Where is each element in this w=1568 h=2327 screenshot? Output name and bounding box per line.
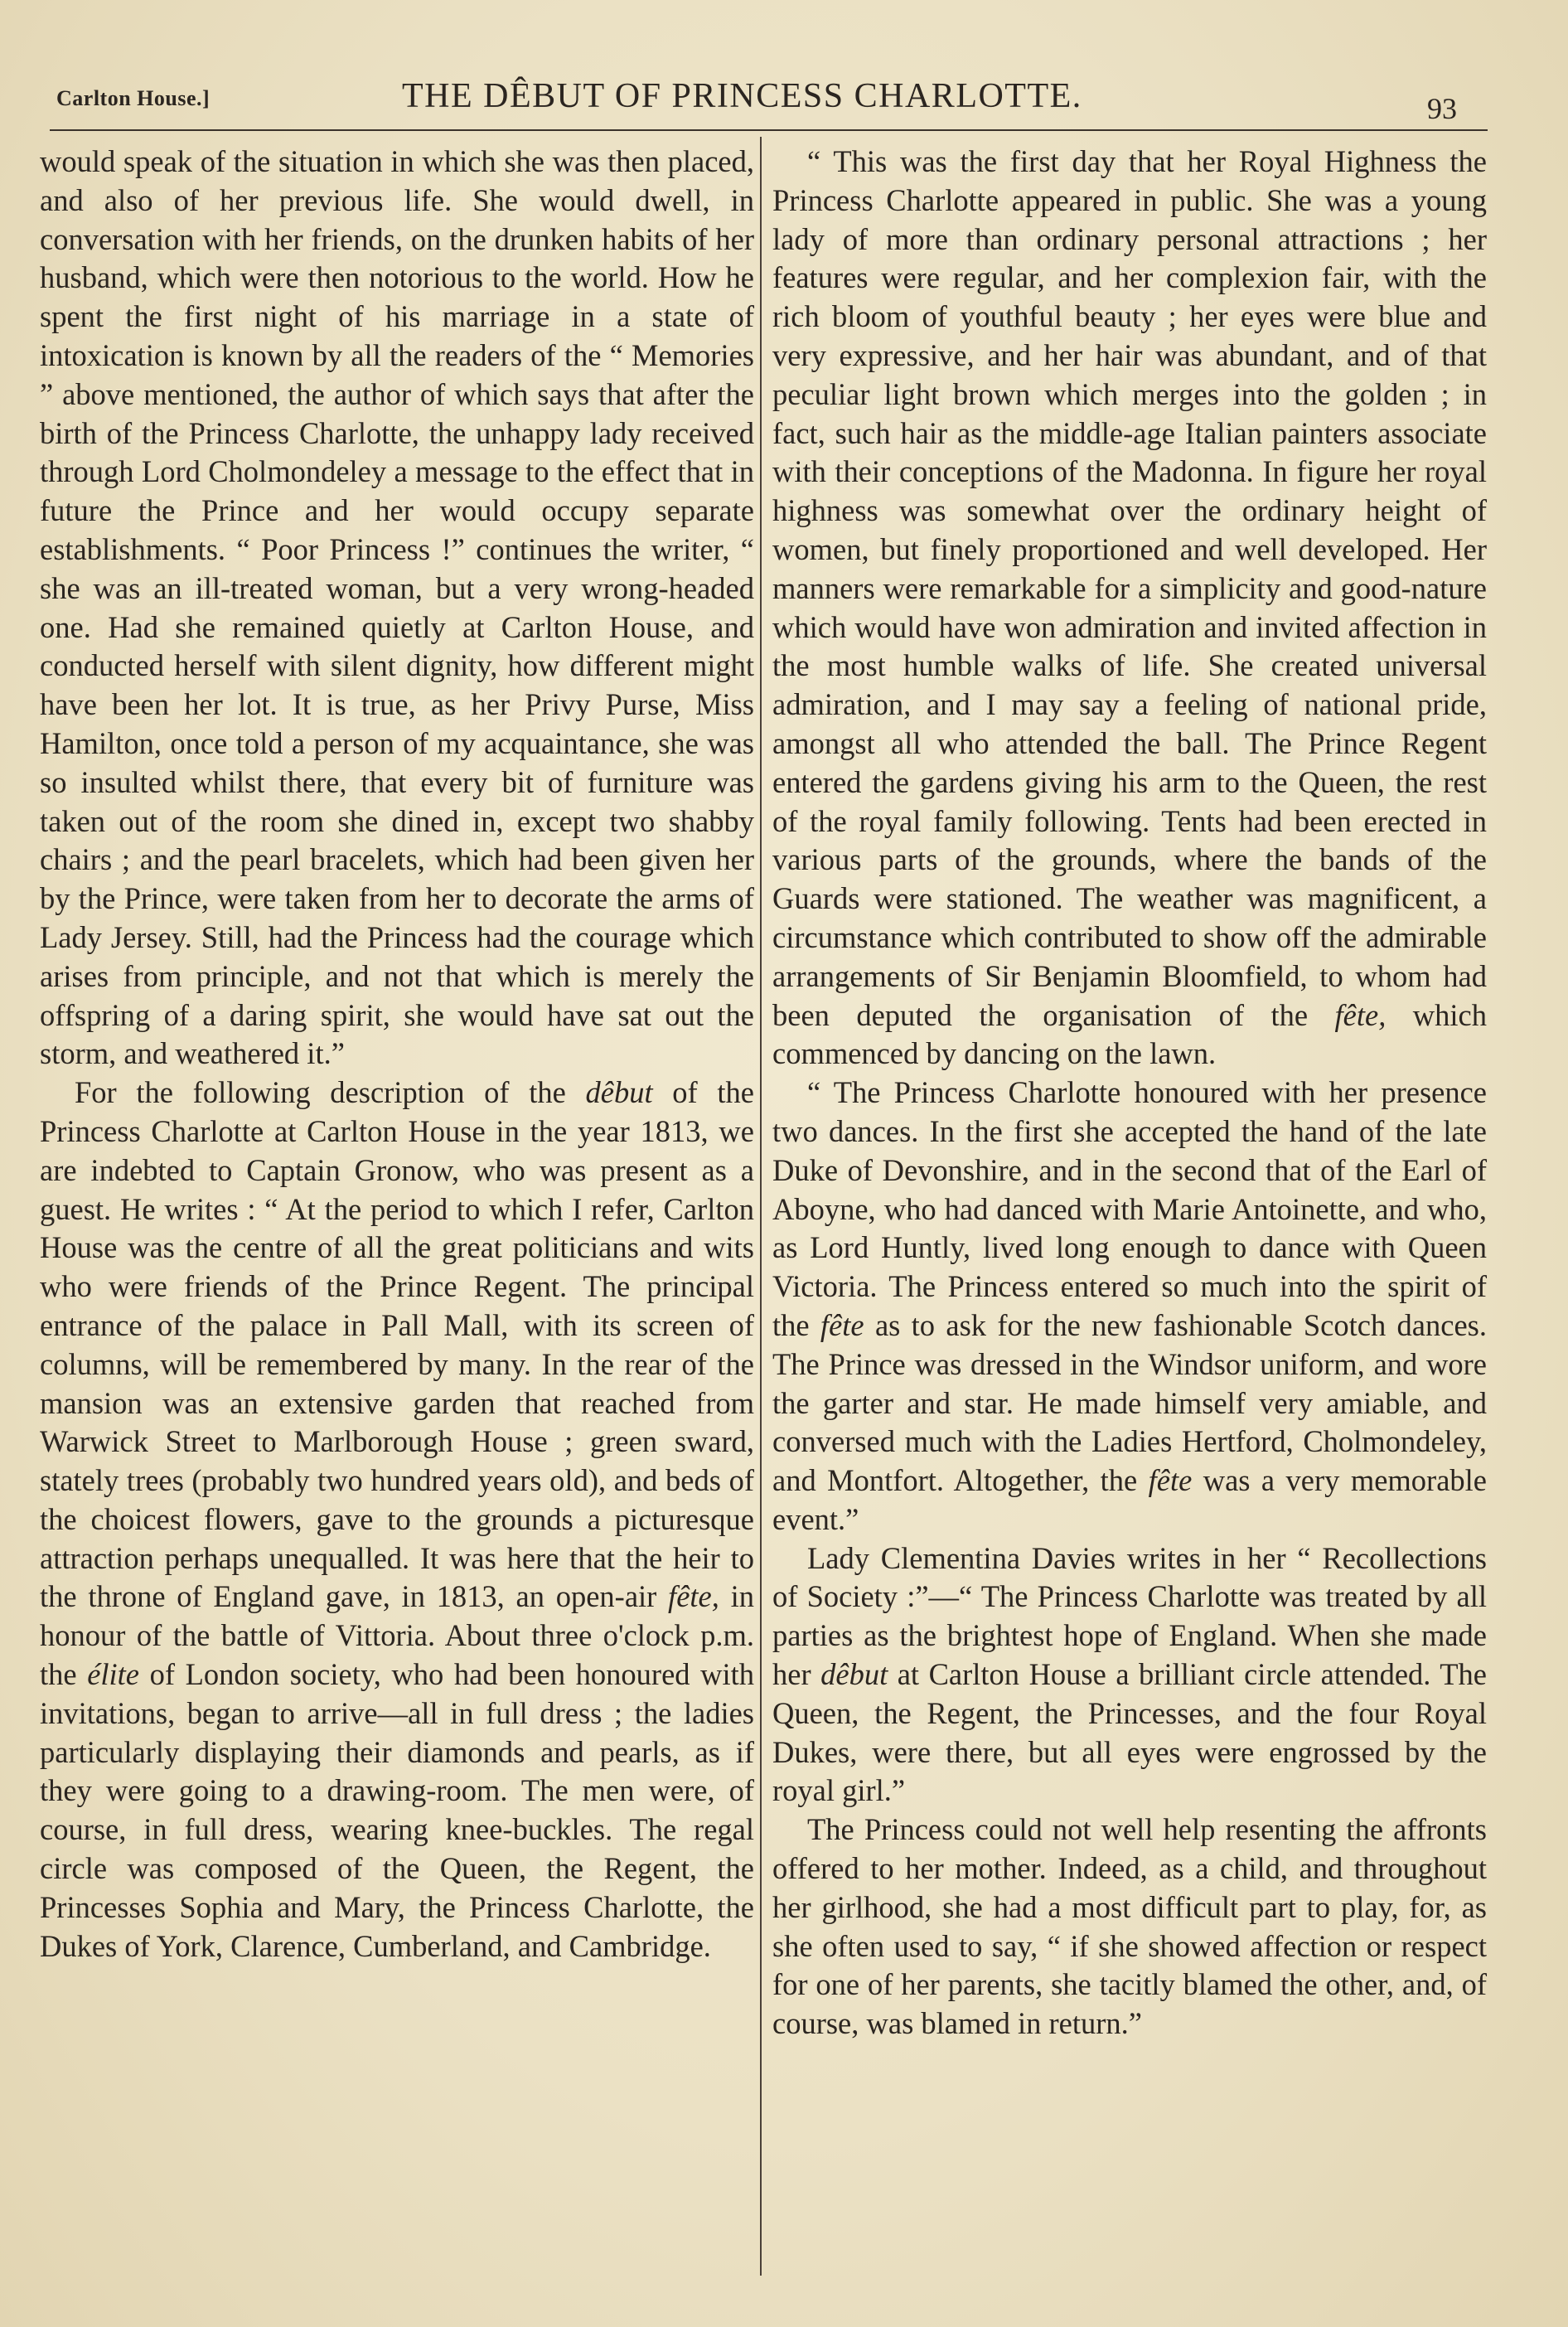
left-column (40, 143, 754, 1966)
italic-term: dêbut (585, 1075, 653, 1110)
paragraph (772, 1074, 1487, 1539)
italic-term: dêbut (820, 1657, 888, 1692)
paragraph-text: at Carlton House a brilliant circle attended. The Queen, the Regent, the Princesses, and the four Royal Dukes, were there, but all eyes were engrossed by the royal girl.” (772, 1657, 1488, 1808)
italic-term: fête, (1334, 997, 1387, 1032)
section-label: Carlton House.] (56, 86, 211, 110)
running-header (50, 76, 1517, 126)
paragraph-text: as to ask for the new fashionable Scotch dances. The Prince was dressed in the Windsor uniform, and wore the garter and star. He made himself very amiable, and conversed much with the Ladies Hertford, Cholmondeley, and Montfort. Altogether, the (772, 1307, 1487, 1498)
paragraph-text: For the following description of the (75, 1075, 586, 1110)
italic-term: élite (87, 1657, 140, 1692)
paragraph-text: of London society, who had been honoured with invitations, began to arrive—all in full dress ; the ladies particularly displaying their diamonds and pearls, as if they were going to a drawing-room. The men were, of course, in full dress, wearing knee-buckles. The regal circle was composed of the Queen, the Regent, the Princesses Sophia and Mary, the Princess Charlotte, the Dukes of York, Clarence, Cumberland, and Cambridge. (40, 1657, 754, 1963)
page-title: THE DÊBUT OF PRINCESS CHARLOTTE. (402, 77, 1082, 115)
paragraph-text: “ This was the first day that her Royal Highness the Princess Charlotte appeared in public. She was a young lady of more than ordinary personal attractions ; her features were regular, and her complexion fair, with the rich bloom of youthful beauty ; her eyes were blue and very expressive, and her hair was abundant, and of that peculiar light brown which merges into the golden ; in fact, such hair as the middle-age Italian painters associate with their conceptions of the Madonna. In figure her royal highness was somewhat over the ordinary height of women, but finely proportioned and well developed. Her manners were remarkable for a simplicity and good-nature which would have won admiration and invited affection in the most humble walks of life. She created universal admiration, and I may say a feeling of national pride, amongst all who attended the ball. The Prince Regent entered the gardens giving his arm to the Queen, the rest of the royal family following. Tents had been erected in various parts of the grounds, where the bands of the Guards were stationed. The weather was magnificent, a circumstance which contributed to show off the admirable arrangements of Sir Benjamin Bloomfield, to whom had been deputed the organisation of the (772, 144, 1487, 1032)
paragraph (40, 1074, 754, 1966)
italic-term: fête (820, 1307, 864, 1342)
right-column (772, 143, 1487, 2043)
paragraph-text: which commenced by dancing on the lawn. (772, 997, 1487, 1071)
header-rule (50, 129, 1488, 131)
paragraph: The Princess could not well help resenting the affronts offered to her mother. Indeed, as a child, and throughout her girlhood, she had a most difficult part to play, for, as she often used to say, “ if she showed affection or respect for one of her parents, she tacitly blamed the other, and, of course, was blamed in return.” (772, 1812, 1487, 2041)
paragraph: would speak of the situation in which she was then placed, and also of her previous life. She would dwell, in conversation with her friends, on the drunken habits of her husband, which were then notorious to the world. How he spent the first night of his marriage in a state of intoxication is known by all the readers of the “ Memories ” above mentioned, the author of which says that after the birth of the Princess Charlotte, the unhappy lady received through Lord Cholmondeley a message to the effect that in future the Prince and her would occupy separate establishments. “ Poor Princess !” continues the writer, “ she was an ill-treated woman, but a very wrong-headed one. Had she remained quietly at Carlton House, and conducted herself with silent dignity, how different might have been her lot. It is true, as her Privy Purse, Miss Hamilton, once told a person of my acquaintance, she was so insulted whilst there, that every bit of furniture was taken out of the room she dined in, except two shabby chairs ; and the pearl bracelets, which had been given her by the Prince, were taken from her to decorate the arms of Lady Jersey. Still, had the Princess had the courage which arises from principle, and not that which is merely the offspring of a daring spirit, she would have sat out the storm, and weathered it.” (40, 144, 754, 1071)
paragraph-text: Lady Clementina Davies writes in her “ Recollections of Society :”—“ The Princess Charlotte was treated by all parties as the brightest hope of England. When she made her (772, 1540, 1487, 1692)
paragraph-text: of the Princess Charlotte at Carlton House in the year 1813, we are indebted to Captain Gronow, who was present as a guest. He writes : “ At the period to which I refer, Carlton House was the centre of all the great politicians and wits who were friends of the Prince Regent. The principal entrance of the palace in Pall Mall, with its screen of columns, will be remembered by many. In the rear of the mansion was an extensive garden that reached from Warwick Street to Marlborough House ; green sward, stately trees (probably two hundred years old), and beds of the choicest flowers, gave to the grounds a picturesque attraction perhaps unequalled. It was here that the heir to the throne of England gave, in 1813, an open-air (40, 1075, 754, 1614)
page-number: 93 (1427, 92, 1457, 125)
italic-term: fête, (668, 1579, 719, 1614)
italic-term: fête (1148, 1463, 1193, 1498)
column-divider (760, 137, 762, 2276)
paragraph (772, 1539, 1487, 1811)
paragraph-text: was a very memorable event.” (772, 1463, 1488, 1536)
paragraph-text: “ The Princess Charlotte honoured with her presence two dances. In the first she accepted the hand of the late Duke of Devonshire, and in the second that of the Earl of Aboyne, who had danced with Marie Antoinette, and who, as Lord Huntly, lived long enough to dance with Queen Victoria. The Princess entered so much into the spirit of the (772, 1075, 1487, 1342)
paragraph-text: in honour of the battle of Vittoria. About three o'clock p.m. the (40, 1579, 754, 1692)
paragraph (772, 143, 1487, 1074)
